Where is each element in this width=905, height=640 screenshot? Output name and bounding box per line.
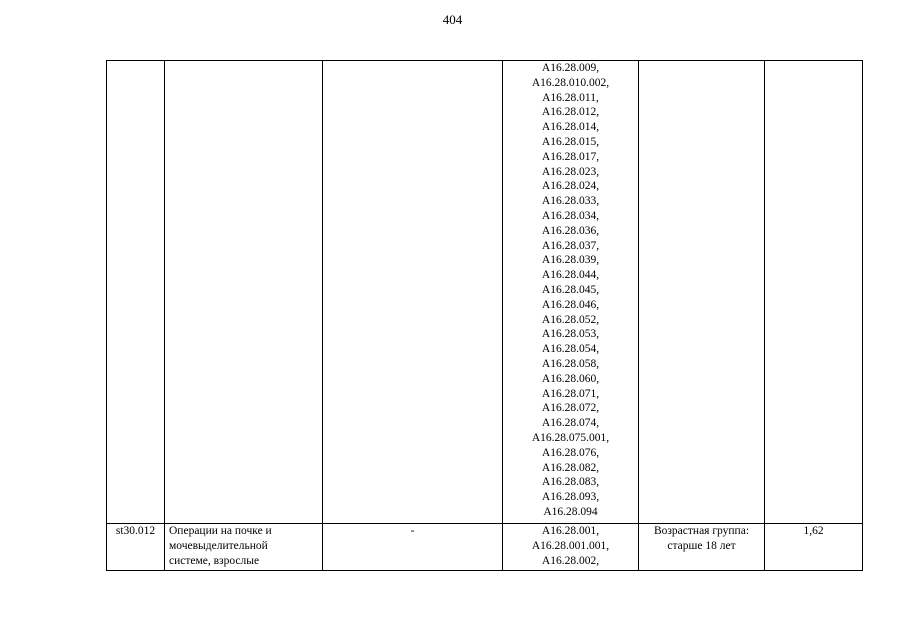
service-code: A16.28.083,	[541, 476, 600, 489]
service-code: A16.28.046,	[541, 298, 600, 311]
name-line: Операции на почке и	[169, 525, 272, 537]
cell-coefficient: 1,62	[765, 524, 863, 571]
service-code: A16.28.044,	[541, 269, 600, 282]
service-code: A16.28.015,	[541, 135, 600, 148]
service-code: A16.28.009,	[541, 62, 600, 74]
service-code: A16.28.053,	[541, 328, 600, 341]
ksg-table	[106, 60, 863, 571]
service-code: A16.28.052,	[541, 313, 600, 326]
service-code: A16.28.014,	[541, 121, 600, 134]
service-code: A16.28.024,	[541, 180, 600, 193]
service-code: A16.28.037,	[541, 239, 600, 252]
service-code: A16.28.093,	[541, 491, 600, 504]
service-code: A16.28.010.002,	[531, 76, 610, 89]
table-row	[107, 61, 863, 524]
cell-name	[165, 61, 323, 524]
service-code: A16.28.045,	[541, 283, 600, 296]
service-code: A16.28.071,	[541, 387, 600, 400]
name-line: мочевыделительной	[169, 539, 268, 552]
cell-service-codes	[503, 61, 639, 524]
service-code: A16.28.012,	[541, 106, 600, 119]
cell-diagnosis	[323, 61, 503, 524]
criteria-line: старше 18 лет	[667, 539, 736, 552]
service-code: A16.28.001.001,	[531, 539, 610, 552]
cell-criteria	[639, 61, 765, 524]
service-code: A16.28.036,	[541, 224, 600, 237]
service-code: A16.28.011,	[542, 91, 599, 104]
cell-code: st30.012	[107, 524, 165, 571]
service-code: A16.28.033,	[541, 195, 600, 208]
service-code: A16.28.002,	[541, 554, 600, 567]
service-code: A16.28.034,	[541, 209, 600, 222]
table-row	[107, 524, 863, 571]
service-code: A16.28.075.001,	[531, 431, 610, 444]
service-code: A16.28.054,	[541, 343, 600, 356]
cell-code	[107, 61, 165, 524]
service-code: A16.28.072,	[541, 402, 600, 415]
service-code: A16.28.060,	[541, 372, 600, 385]
name-line: системе, взрослые	[169, 554, 260, 567]
service-code: A16.28.017,	[541, 150, 600, 163]
service-code: A16.28.023,	[541, 165, 600, 178]
service-code: A16.28.082,	[541, 461, 600, 474]
service-code: A16.28.074,	[541, 417, 600, 430]
cell-service-codes	[503, 524, 639, 571]
cell-coefficient	[765, 61, 863, 524]
service-code: A16.28.058,	[541, 357, 600, 370]
page-number: 404	[442, 12, 463, 27]
service-code: A16.28.039,	[541, 254, 600, 267]
cell-criteria	[639, 524, 765, 571]
cell-diagnosis: -	[323, 524, 503, 571]
criteria-line: Возрастная группа:	[653, 525, 750, 537]
cell-name	[165, 524, 323, 571]
service-code: A16.28.076,	[541, 446, 600, 459]
service-code: A16.28.001,	[541, 525, 600, 537]
service-code: A16.28.094	[543, 505, 598, 518]
